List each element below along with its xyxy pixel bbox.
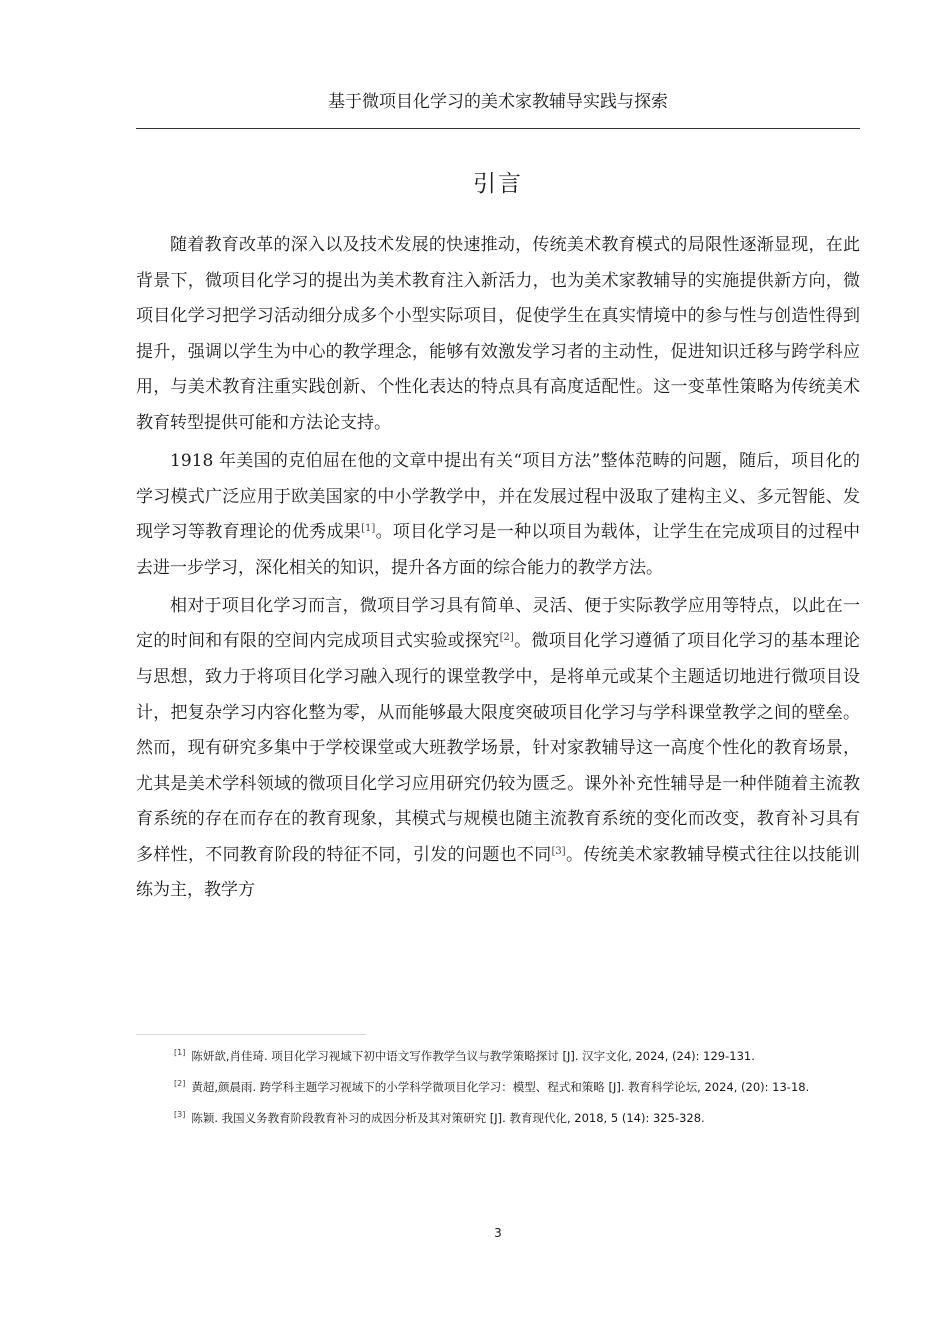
page-number: 3	[494, 1226, 502, 1240]
footnote-text: 黄超,颜晨雨. 跨学科主题学习视域下的小学科学微项目化学习：模型、程式和策略 [J]. 教育科学论坛, 2024, (20): 13-18.	[191, 1080, 810, 1094]
paragraph-2	[136, 444, 860, 586]
paragraph-text: 1918 年美国的克伯屈在他的文章中提出有关“项目方法”整体范畴的问题，随后，项目化的学习模式广泛应用于欧美国家的中小学教学中，并在发展过程中汲取了建构主义、多元智能、发现学习等教育理论的优秀成果	[136, 450, 860, 543]
footnote-text: 陈妍歆,肖佳琦. 项目化学习视域下初中语文写作教学刍议与教学策略探讨 [J]. 汉字文化, 2024, (24): 129-131.	[191, 1049, 755, 1063]
paragraph-text: 相对于项目化学习而言，微项目学习具有简单、灵活、便于实际教学应用等特点，以此在一定的时间和有限的空间内完成项目式实验或探究	[136, 595, 860, 652]
section-title: 引言	[473, 171, 523, 197]
paragraph-text: 。项目化学习是一种以项目为载体，让学生在完成项目的过程中去进一步学习，深化相关的知识，提升各方面的综合能力的教学方法。	[136, 522, 861, 578]
footnote-marker: [3]	[174, 1110, 186, 1119]
citation-marker[interactable]: [2]	[499, 632, 514, 644]
paragraph-1	[136, 228, 860, 442]
header-rule	[136, 128, 860, 129]
footnote-3	[136, 1106, 860, 1131]
footnote-2	[136, 1075, 860, 1100]
footnote-separator	[136, 1034, 366, 1035]
running-header: 基于微项目化学习的美术家教辅导实践与探索	[328, 92, 668, 112]
paragraph-text: 随着教育改革的深入以及技术发展的快速推动，传统美术教育模式的局限性逐渐显现，在此背景下，微项目化学习的提出为美术教育注入新活力，也为美术家教辅导的实施提供新方向，微项目化学习把学习活动细分成多个小型实际项目，促使学生在真实情境中的参与性与创造性得到提升，强调以学生为中心的教学理念，能够有效激发学习者的主动性，促进知识迁移与跨学科应用，与美术教育注重实践创新、个性化表达的特点具有高度适配性。这一变革性策略为传统美术教育转型提供可能和方法论支持。	[136, 235, 860, 433]
paragraph-text: 。微项目化学习遵循了项目化学习的基本理论与思想，致力于将项目化学习融入现行的课堂教学中，是将单元或某个主题适切地进行微项目设计，把复杂学习内容化整为零，从而能够最大限度突破项目化学习与学科课堂教学之间的壁垒。然而，现有研究多集中于学校课堂或大班教学场景，针对家教辅导这一高度个性化的教育场景，尤其是美术学科领域的微项目化学习应用研究仍较为匮乏。课外补充性辅导是一种伴随着主流教育系统的存在而存在的教育现象，其模式与规模也随主流教育系统的变化而改变，教育补习具有多样性，不同教育阶段的特征不同，引发的问题也不同	[136, 631, 861, 865]
footnotes	[136, 1044, 860, 1137]
footnote-marker: [1]	[174, 1048, 186, 1057]
paragraph-text: 。传统美术家教辅导模式往往以技能训练为主，教学方	[136, 844, 861, 901]
paragraph-3	[136, 589, 860, 909]
footnote-marker: [2]	[174, 1079, 186, 1088]
citation-marker[interactable]: [1]	[361, 523, 376, 535]
footnote-text: 陈颖. 我国义务教育阶段教育补习的成因分析及其对策研究 [J]. 教育现代化, 2018, 5 (14): 325-328.	[191, 1111, 705, 1125]
citation-marker[interactable]: [3]	[551, 845, 566, 857]
body-text	[136, 228, 860, 911]
footnote-1	[136, 1044, 860, 1069]
